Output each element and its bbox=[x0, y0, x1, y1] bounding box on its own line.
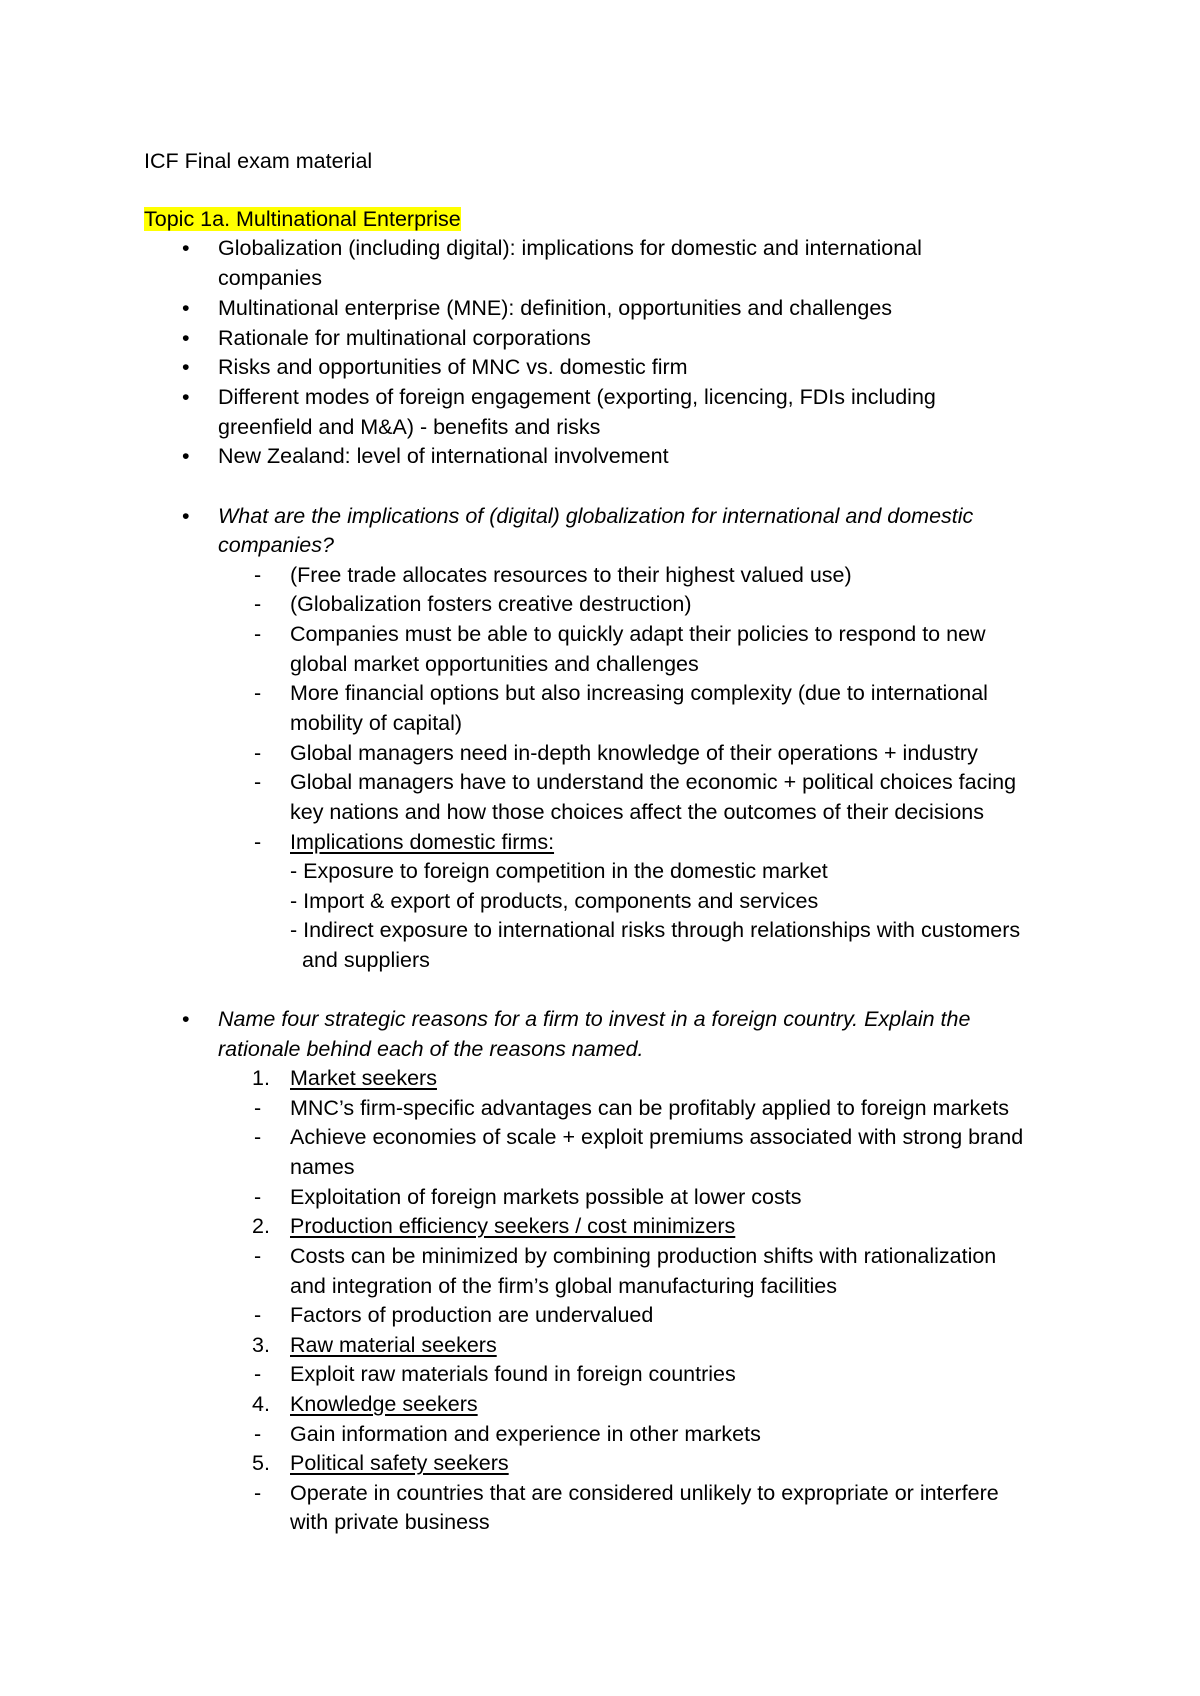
topic-bullet-text: Different modes of foreign engagement (exporting, licencing, FDIs including bbox=[218, 385, 936, 409]
reason-heading: Political safety seekers bbox=[290, 1451, 509, 1475]
question-text: rationale behind each of the reasons named. bbox=[218, 1037, 644, 1061]
dash-marker: - bbox=[254, 1362, 262, 1386]
dash-marker: - bbox=[254, 770, 262, 794]
dash-marker: - bbox=[254, 1303, 262, 1327]
answer-text: (Free trade allocates resources to their highest valued use) bbox=[290, 563, 852, 587]
answer-text: More financial options but also increasing complexity (due to international bbox=[290, 681, 988, 705]
answer-text: global market opportunities and challenges bbox=[290, 652, 699, 676]
dash-marker: - bbox=[254, 1422, 262, 1446]
topic-bullet-text: Risks and opportunities of MNC vs. domestic firm bbox=[218, 355, 688, 379]
topic-bullet-text: greenfield and M&A) - benefits and risks bbox=[218, 415, 601, 439]
reason-number: 3. bbox=[252, 1333, 270, 1357]
answer-text: Global managers need in-depth knowledge of their operations + industry bbox=[290, 741, 978, 765]
answer-text: (Globalization fosters creative destruction) bbox=[290, 592, 692, 616]
answer-text: mobility of capital) bbox=[290, 711, 463, 735]
dash-marker: - bbox=[254, 1244, 262, 1268]
reason-point: Operate in countries that are considered unlikely to expropriate or interfere bbox=[290, 1481, 999, 1505]
topic-bullet-text: Rationale for multinational corporations bbox=[218, 326, 591, 350]
question-text: Name four strategic reasons for a firm to invest in a foreign country. Explain the bbox=[218, 1007, 971, 1031]
reason-heading: Knowledge seekers bbox=[290, 1392, 478, 1416]
topic-heading-highlight: Topic 1a. Multinational Enterprise bbox=[144, 207, 461, 231]
reason-heading: Raw material seekers bbox=[290, 1333, 497, 1357]
reason-point: MNC’s firm-specific advantages can be profitably applied to foreign markets bbox=[290, 1096, 1009, 1120]
reason-point: Costs can be minimized by combining production shifts with rationalization bbox=[290, 1244, 997, 1268]
reason-point: Achieve economies of scale + exploit premiums associated with strong brand bbox=[290, 1125, 1024, 1149]
bullet-icon: • bbox=[182, 504, 190, 528]
domestic-item: - Exposure to foreign competition in the domestic market bbox=[290, 859, 828, 883]
question-text: What are the implications of (digital) globalization for international and domestic bbox=[218, 504, 974, 528]
topic-heading bbox=[144, 209, 461, 231]
reason-heading: Production efficiency seekers / cost minimizers bbox=[290, 1214, 736, 1238]
document-title: ICF Final exam material bbox=[144, 149, 373, 173]
reason-number: 1. bbox=[252, 1066, 270, 1090]
dash-marker: - bbox=[254, 741, 262, 765]
domestic-item: and suppliers bbox=[302, 948, 430, 972]
reason-point: and integration of the firm’s global manufacturing facilities bbox=[290, 1274, 837, 1298]
topic-bullet-text: Globalization (including digital): implications for domestic and international bbox=[218, 236, 922, 260]
dash-marker: - bbox=[254, 1096, 262, 1120]
reason-number: 5. bbox=[252, 1451, 270, 1475]
reason-point: Exploitation of foreign markets possible at lower costs bbox=[290, 1185, 802, 1209]
reason-point: with private business bbox=[290, 1510, 490, 1534]
bullet-icon: • bbox=[182, 444, 190, 468]
answer-text: Global managers have to understand the economic + political choices facing bbox=[290, 770, 1017, 794]
subheading-domestic-firms: Implications domestic firms: bbox=[290, 830, 555, 854]
question-text: companies? bbox=[218, 533, 334, 557]
bullet-icon: • bbox=[182, 1007, 190, 1031]
topic-bullet-text: companies bbox=[218, 266, 322, 290]
reason-point: Factors of production are undervalued bbox=[290, 1303, 654, 1327]
bullet-icon: • bbox=[182, 326, 190, 350]
dash-marker: - bbox=[254, 830, 262, 854]
domestic-item: - Import & export of products, components and services bbox=[290, 889, 819, 913]
answer-text: Companies must be able to quickly adapt their policies to respond to new bbox=[290, 622, 986, 646]
answer-text: key nations and how those choices affect the outcomes of their decisions bbox=[290, 800, 984, 824]
reason-point: names bbox=[290, 1155, 355, 1179]
bullet-icon: • bbox=[182, 355, 190, 379]
dash-marker: - bbox=[254, 563, 262, 587]
dash-marker: - bbox=[254, 1185, 262, 1209]
bullet-icon: • bbox=[182, 385, 190, 409]
dash-marker: - bbox=[254, 681, 262, 705]
reason-number: 2. bbox=[252, 1214, 270, 1238]
reason-point: Exploit raw materials found in foreign countries bbox=[290, 1362, 736, 1386]
domestic-item: - Indirect exposure to international risks through relationships with customers bbox=[290, 918, 1021, 942]
topic-bullet-text: Multinational enterprise (MNE): definition, opportunities and challenges bbox=[218, 296, 893, 320]
bullet-icon: • bbox=[182, 296, 190, 320]
dash-marker: - bbox=[254, 1125, 262, 1149]
dash-marker: - bbox=[254, 1481, 262, 1505]
dash-marker: - bbox=[254, 592, 262, 616]
reason-point: Gain information and experience in other markets bbox=[290, 1422, 761, 1446]
bullet-icon: • bbox=[182, 236, 190, 260]
reason-heading: Market seekers bbox=[290, 1066, 437, 1090]
dash-marker: - bbox=[254, 622, 262, 646]
topic-bullet-text: New Zealand: level of international involvement bbox=[218, 444, 669, 468]
reason-number: 4. bbox=[252, 1392, 270, 1416]
